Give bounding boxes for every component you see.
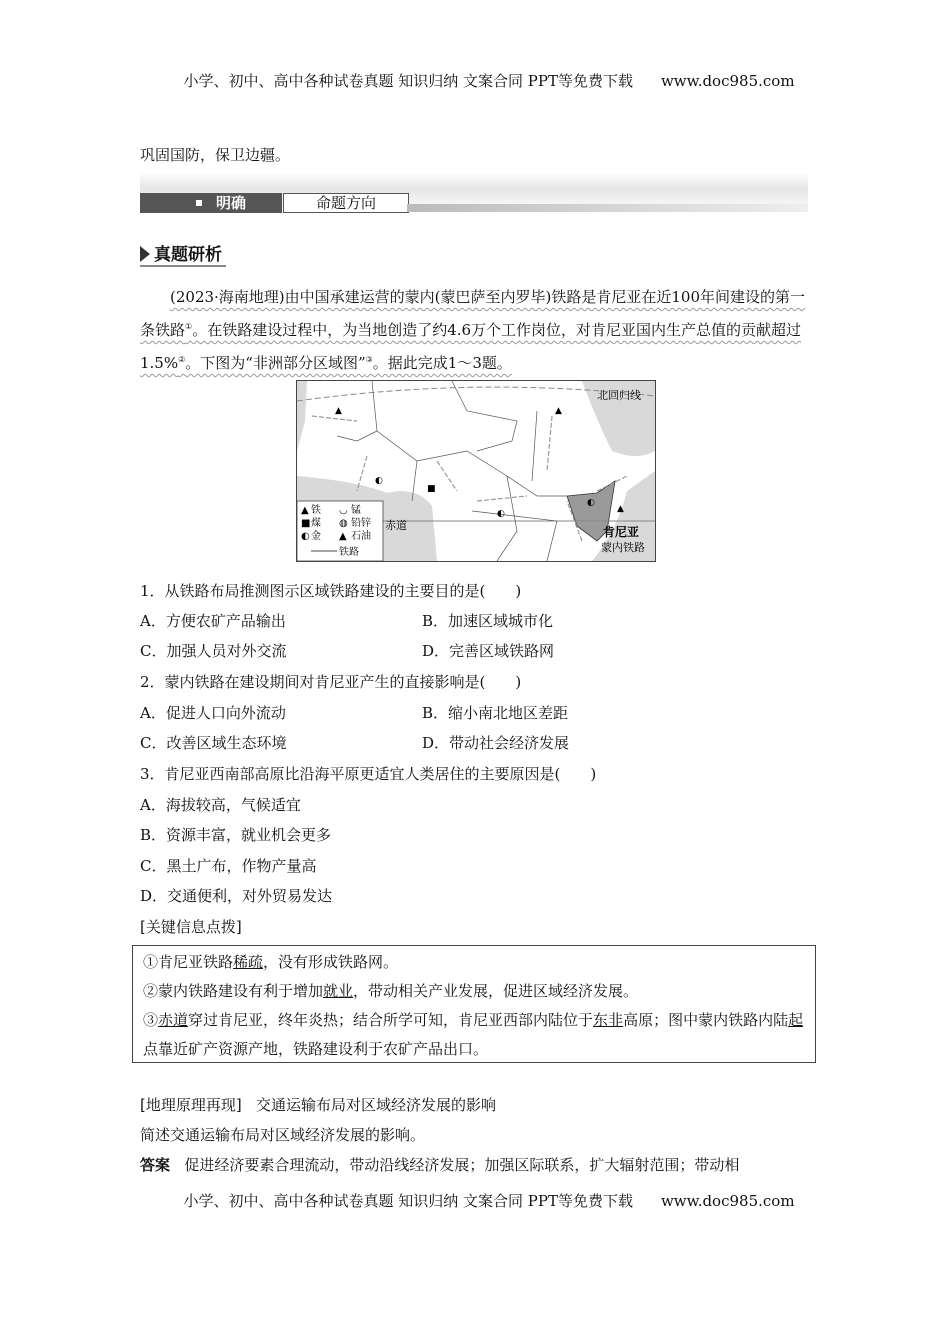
banner-tab-secondary: 命题方向 xyxy=(283,193,409,213)
page-header xyxy=(0,70,950,91)
svg-text:◐: ◐ xyxy=(587,498,595,508)
principle-answer xyxy=(140,1150,739,1180)
stem-part: 。在铁路建设过程中，为当地创造了约4.6万个工作岗位，对肯尼亚国内生产总值的贡献超过1.5% xyxy=(140,321,802,372)
key-info-box xyxy=(132,945,816,1063)
option: B．加速区域城市化 xyxy=(422,612,554,630)
svg-text:▲: ▲ xyxy=(555,406,562,416)
svg-text:◍: ◍ xyxy=(339,518,348,529)
stem-part: (2023·海南地理)由中国承建运营的蒙内(蒙巴萨至内罗毕)铁路是肯尼亚在近100年间建设的第一条铁路 xyxy=(140,288,805,339)
stem-part: 。据此完成1～3题。 xyxy=(372,354,512,372)
option: D．带动社会经济发展 xyxy=(422,734,570,752)
question-stem xyxy=(140,282,812,378)
railway-label: 蒙内铁路 xyxy=(601,541,645,554)
svg-text:◡: ◡ xyxy=(339,505,348,516)
principle-question: 简述交通运输布局对区域经济发展的影响。 xyxy=(140,1126,426,1144)
footer-text: 小学、初中、高中各种试卷真题 知识归纳 文案合同 PPT等免费下载 xyxy=(183,1192,633,1210)
option: A．海拔较高，气候适宜 xyxy=(140,796,301,814)
question-3: 3．肯尼亚西南部高原比沿海平原更适宜人类居住的主要原因是( ) xyxy=(140,765,597,783)
svg-text:煤: 煤 xyxy=(311,518,321,529)
svg-text:■: ■ xyxy=(427,484,436,494)
map-label-mineral: ◐ xyxy=(497,509,505,519)
key-info-title: [关键信息点拨] xyxy=(140,918,242,936)
svg-text:◐: ◐ xyxy=(375,476,383,486)
svg-text:石油: 石油 xyxy=(351,531,371,542)
svg-text:铁路: 铁路 xyxy=(339,547,359,558)
option: C．改善区域生态环境 xyxy=(140,734,287,752)
annotation-mark: ② xyxy=(178,355,186,364)
svg-text:◐: ◐ xyxy=(301,531,310,542)
svg-text:▲: ▲ xyxy=(301,505,309,516)
svg-text:锰: 锰 xyxy=(351,505,361,516)
option: B．资源丰富，就业机会更多 xyxy=(140,826,332,844)
section-marker-icon xyxy=(140,246,150,262)
svg-text:■: ■ xyxy=(301,518,311,529)
question-2: 2．蒙内铁路在建设期间对肯尼亚产生的直接影响是( ) xyxy=(140,673,522,691)
option: B．缩小南北地区差距 xyxy=(422,704,569,722)
svg-text:金: 金 xyxy=(311,531,321,542)
kenya-label: 肯尼亚 xyxy=(603,525,640,539)
question-1: 1．从铁路布局推测图示区域铁路建设的主要目的是( ) xyxy=(140,582,522,600)
svg-text:▲: ▲ xyxy=(335,406,342,416)
option: C．加强人员对外交流 xyxy=(140,642,287,660)
option: C．黑土广布，作物产量高 xyxy=(140,857,317,875)
annotation-mark: ① xyxy=(185,322,193,331)
principle-heading xyxy=(140,1090,496,1120)
banner-tab-primary xyxy=(140,193,282,213)
svg-text:▲: ▲ xyxy=(617,504,624,514)
option: D．交通便利，对外贸易发达 xyxy=(140,887,333,905)
header-url[interactable]: www.doc985.com xyxy=(660,72,795,90)
map-svg xyxy=(297,381,655,561)
key-info-line: ②蒙内铁路建设有利于增加就业，带动相关产业发展，促进区域经济发展。 xyxy=(143,982,639,1000)
answer-label: 答案 xyxy=(140,1156,171,1174)
page-footer xyxy=(0,1190,950,1211)
answer-text: 促进经济要素合理流动，带动沿线经济发展；加强区际联系，扩大辐射范围；带动相 xyxy=(184,1156,740,1174)
equator-label: 赤道 xyxy=(385,519,407,532)
option: A．促进人口向外流动 xyxy=(140,704,286,722)
stem-part: 。下图为“非洲部分区域图” xyxy=(185,354,366,372)
section-title xyxy=(140,240,226,267)
option: D．完善区域铁路网 xyxy=(422,642,555,660)
principle-label: [地理原理再现] xyxy=(140,1096,242,1114)
tropic-label: 北回归线 xyxy=(597,389,641,402)
svg-text:铅锌: 铅锌 xyxy=(351,518,371,529)
key-info-line: ③赤道穿过肯尼亚，终年炎热；结合所学可知，肯尼亚西部内陆位于东非高原；图中蒙内铁路内陆起点靠近矿产资源产地，铁路建设利于农矿产品出口。 xyxy=(143,1011,804,1058)
annotation-mark: ③ xyxy=(365,355,373,364)
option: A．方便农矿产品输出 xyxy=(140,612,286,630)
banner-tab1-label: 明确 xyxy=(216,194,247,212)
footer-url[interactable]: www.doc985.com xyxy=(660,1192,795,1210)
svg-text:▲: ▲ xyxy=(339,531,347,542)
key-info-line: ①肯尼亚铁路稀疏，没有形成铁路网。 xyxy=(143,953,399,971)
banner-bar xyxy=(407,204,808,212)
svg-text:铁: 铁 xyxy=(311,505,321,516)
principle-title: 交通运输布局对区域经济发展的影响 xyxy=(256,1096,497,1114)
intro-line: 巩固国防，保卫边疆。 xyxy=(140,146,291,164)
africa-region-map xyxy=(296,380,656,562)
section-title-text: 真题研析 xyxy=(154,245,222,265)
header-text: 小学、初中、高中各种试卷真题 知识归纳 文案合同 PPT等免费下载 xyxy=(183,72,633,90)
